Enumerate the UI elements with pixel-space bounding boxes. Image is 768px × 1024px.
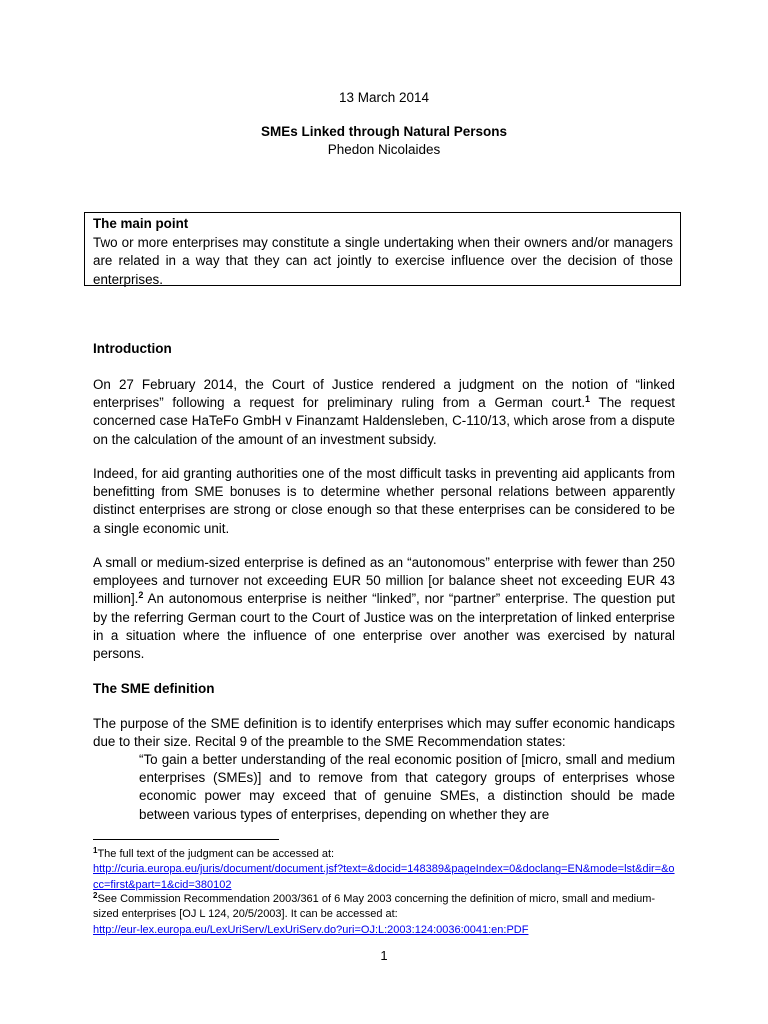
footnote-1-number: 1 xyxy=(93,846,98,855)
footnote-2-link[interactable]: http://eur-lex.europa.eu/LexUriServ/LexUriServ.do?uri=OJ:L:2003:124:0036:0041:en:PDF xyxy=(93,923,529,936)
introduction-paragraph-3-text-a: A small or medium-sized enterprise is defined as an “autonomous” enterprise with fewer than 250 employees and turnover not exceeding EUR 50 million [or balance sheet not exceeding EUR 43 million]. xyxy=(93,555,675,607)
sme-definition-quote: “To gain a better understanding of the real economic position of [micro, small and medium enterprises (SMEs)] and to remove from that category groups of enterprises whose economic power may exceed that of genuine SMEs, a distinction should be made between various types of enterprises, depending on whether they are xyxy=(139,752,675,822)
introduction-paragraph-1 xyxy=(93,376,675,449)
footnote-2-text: See Commission Recommendation 2003/361 of 6 May 2003 concerning the definition of micro, small and medium-sized enterprises [OJ L 124, 20/5/2003]. It can be accessed at: xyxy=(93,893,656,921)
sme-definition-heading: The SME definition xyxy=(93,681,215,696)
footnote-divider xyxy=(93,839,279,840)
introduction-paragraph-1-text-a: On 27 February 2014, the Court of Justice rendered a judgment on the notion of “linked enterprises” following a request for preliminary ruling from a German court. xyxy=(93,377,675,411)
document-author: Phedon Nicolaides xyxy=(327,142,441,157)
footnote-ref-2[interactable]: 2 xyxy=(138,590,144,601)
footnote-ref-1[interactable]: 1 xyxy=(585,394,591,405)
footnote-1-text: The full text of the judgment can be accessed at: xyxy=(97,848,335,860)
document-date: 13 March 2014 xyxy=(338,90,430,105)
document-title: SMEs Linked through Natural Persons xyxy=(260,124,508,139)
main-point-heading: The main point xyxy=(93,216,189,231)
page-number: 1 xyxy=(380,948,388,963)
introduction-paragraph-2: Indeed, for aid granting authorities one of the most difficult tasks in preventing aid applicants from benefitting from SME bonuses is to determine whether personal relations between apparently distinct enterprises are strong or close enough so that these enterprises can be considered to be a single economic unit. xyxy=(93,466,675,536)
introduction-heading: Introduction xyxy=(93,341,172,356)
main-point-box xyxy=(84,212,681,286)
footnote-1-link[interactable]: http://curia.europa.eu/juris/document/document.jsf?text=&docid=148389&pageIndex=0&doclang=EN&mode=lst&dir=&occ=first&part=1&cid=380102 xyxy=(93,863,675,891)
footnote-1 xyxy=(93,847,678,893)
sme-definition-paragraph-1: The purpose of the SME definition is to identify enterprises which may suffer economic handicaps due to their size. Recital 9 of the preamble to the SME Recommendation states: xyxy=(93,716,675,750)
main-point-text: Two or more enterprises may constitute a single undertaking when their owners and/or managers are related in a way that they can act jointly to exercise influence over the decision of those enterprises. xyxy=(93,234,673,287)
footnote-2 xyxy=(93,892,678,938)
footnote-2-number: 2 xyxy=(93,891,98,900)
introduction-paragraph-3-text-b: An autonomous enterprise is neither “linked”, nor “partner” enterprise. The question put by the referring German court to the Court of Justice was on the interpretation of linked enterprise in a situation where the influence of one enterprise over another was exercised by natural persons. xyxy=(93,591,675,662)
introduction-paragraph-1-text-b: The request concerned case HaTeFo GmbH v Finanzamt Haldensleben, C-110/13, which arose from a dispute on the calculation of the amount of an investment subsidy. xyxy=(93,395,675,447)
introduction-paragraph-3 xyxy=(93,554,675,663)
